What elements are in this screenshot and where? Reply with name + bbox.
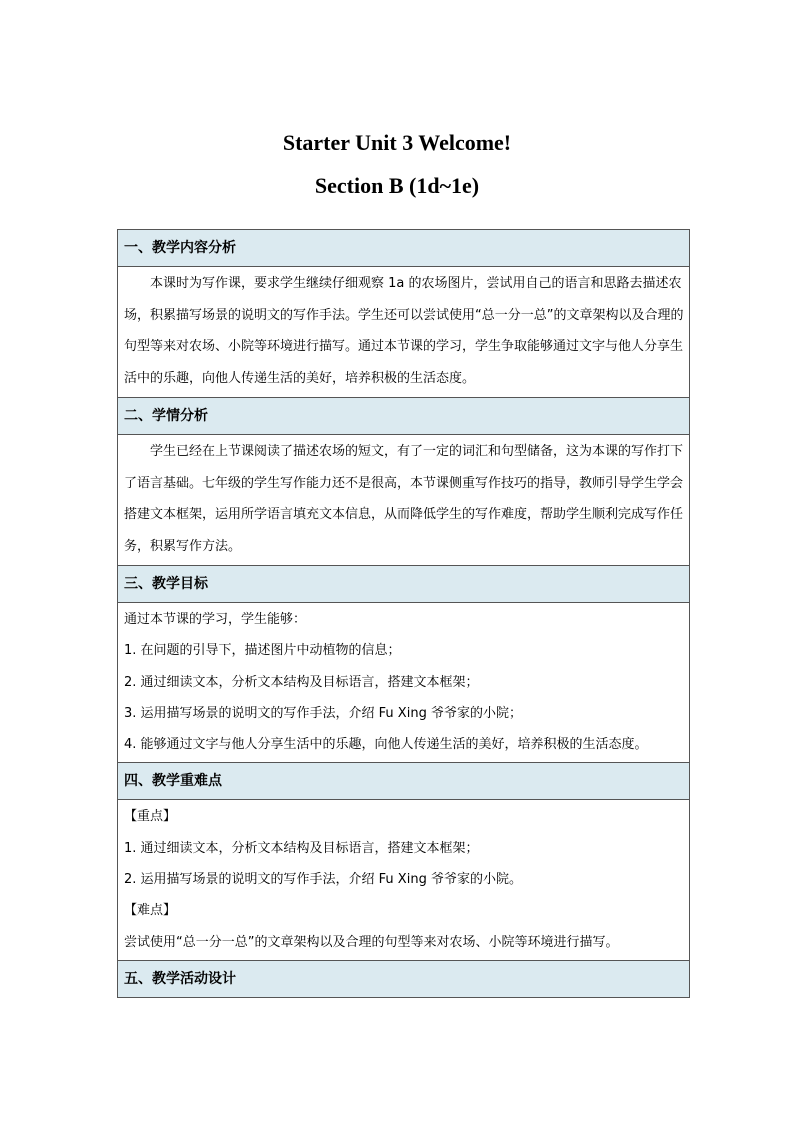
- section-header-row: [118, 763, 690, 800]
- objective-item: 2. 通过细读文本，分析文本结构及目标语言，搭建文本框架；: [124, 674, 479, 690]
- lesson-plan-table: [117, 229, 690, 998]
- section-heading-content-analysis: 一、教学内容分析: [118, 230, 690, 267]
- objectives-intro: 通过本节课的学习，学生能够：: [124, 612, 307, 627]
- document-subtitle: Section B (1d~1e): [314, 173, 480, 198]
- objective-item: 1. 在问题的引导下，描述图片中动植物的信息；: [124, 643, 401, 659]
- document-title: Starter Unit 3 Welcome!: [282, 130, 512, 155]
- section-body-objectives: [118, 603, 690, 763]
- difficult-point-text: 尝试使用“总一分一总”的文章架构以及合理的句型等来对农场、小院等环境进行描写。: [124, 934, 619, 950]
- objective-item: 4. 能够通过文字与他人分享生活中的乐趣，向他人传递生活的美好，培养积极的生活态度。: [124, 737, 648, 753]
- section-header-row: [118, 398, 690, 435]
- section-body-row: [118, 267, 690, 398]
- objective-item: 3. 运用描写场景的说明文的写作手法，介绍 Fu Xing 爷爷家的小院；: [124, 705, 522, 721]
- section-heading-activity-design: 五、教学活动设计: [118, 960, 690, 997]
- section-header-row: [118, 566, 690, 603]
- section-header-row: [118, 960, 690, 997]
- section-heading-objectives: 三、教学目标: [118, 566, 690, 603]
- section-body-row: [118, 435, 690, 566]
- student-analysis-text: 学生已经在上节课阅读了描述农场的短文，有了一定的词汇和句型储备，这为本课的写作打下了语言基础。七年级的学生写作能力还不是很高，本节课侧重写作技巧的指导，教师引导学生学会搭建文本框架，运用所学语言填充文本信息，从而降低学生的写作难度，帮助学生顺利完成写作任务，积累写作方法。: [124, 444, 684, 554]
- key-point-item: 1. 通过细读文本，分析文本结构及目标语言，搭建文本框架；: [124, 840, 479, 856]
- section-header-row: [118, 230, 690, 267]
- section-body-row: [118, 800, 690, 960]
- section-body-key-points: [118, 800, 690, 960]
- section-heading-key-points: 四、教学重难点: [118, 763, 690, 800]
- section-body-content-analysis: [118, 267, 690, 398]
- difficult-points-label: 【难点】: [124, 903, 177, 919]
- section-heading-student-analysis: 二、学情分析: [118, 398, 690, 435]
- key-point-item: 2. 运用描写场景的说明文的写作手法，介绍 Fu Xing 爷爷家的小院。: [124, 872, 522, 888]
- key-points-label: 【重点】: [124, 809, 177, 825]
- section-body-row: [118, 603, 690, 763]
- section-body-student-analysis: [118, 435, 690, 566]
- content-analysis-text: 本课时为写作课，要求学生继续仔细观察 1a 的农场图片，尝试用自己的语言和思路去描述农场，积累描写场景的说明文的写作手法。学生还可以尝试使用“总一分一总”的文章架构以及合理的句型等来对农场、小院等环境进行描写。通过本节课的学习，学生争取能够通过文字与他人分享生活中的乐趣，向他人传递生活的美好，培养积极的生活态度。: [124, 276, 684, 386]
